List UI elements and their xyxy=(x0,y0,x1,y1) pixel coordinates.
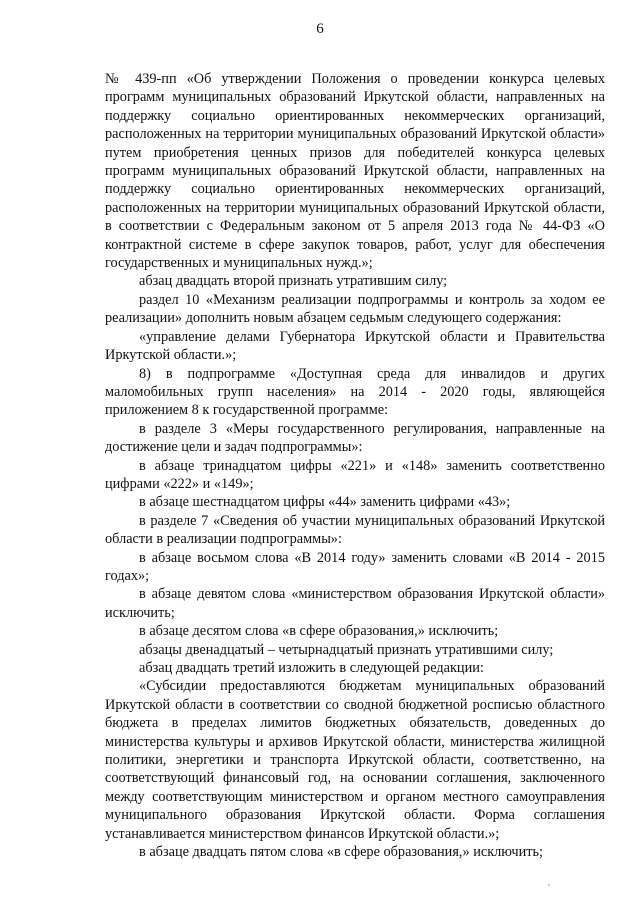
paragraph: в абзаце девятом слова «министерством образования Иркутской области» исключить; xyxy=(105,586,605,621)
paragraph: в абзаце двадцать пятом слова «в сфере образования,» исключить; xyxy=(139,844,544,861)
document-body xyxy=(105,70,605,861)
paragraph: в абзаце десятом слова «в сфере образования,» исключить; xyxy=(139,623,499,640)
page-number: 6 xyxy=(316,21,324,37)
scan-speck xyxy=(548,884,550,886)
paragraph: 8) в подпрограмме «Доступная среда для инвалидов и других маломобильных групп населения» на 2014 - 2020 годы, являющейся приложением 8 к государственной программе: xyxy=(105,365,605,419)
paragraph: «Субсидии предоставляются бюджетам муниципальных образований Иркутской области в соответствии со сводной бюджетной росписью областного бюджета в пределах лимитов бюджетных обязательств, доведенных до министерства культуры и архивов Иркутской области, министерства жилищной политики, энергетики и транспорта Иркутской области, соответственно, на соответствующий финансовый год, на основании соглашения, заключенного между соответствующим министерством и органом местного самоуправления муниципального образования Иркутской области. Форма соглашения устанавливается министерством финансов Иркутской области.»; xyxy=(105,678,605,842)
paragraph: в абзаце восьмом слова «В 2014 году» заменить словами «В 2014 - 2015 годах»; xyxy=(105,549,605,584)
paragraph: в абзаце шестнадцатом цифры «44» заменить цифрами «43»; xyxy=(139,494,511,511)
paragraph: абзац двадцать третий изложить в следующей редакции: xyxy=(139,660,484,676)
paragraph: № 439-пп «Об утверждении Положения о проведении конкурса целевых программ муниципальных образований Иркутской области, направленных на поддержку социально ориентированных некоммерческих организаций, расположенных на территории муниципальных образований Иркутской области» путем приобретения ценных призов для победителей конкурса целевых программ муниципальных образований Иркутской области, направленных на поддержку социально ориентированных некоммерческих организаций, расположенных на территории муниципальных образований Иркутской области, в соответствии с Федеральным законом от 5 апреля 2013 года № 44-ФЗ «О контрактной системе в сфере закупок товаров, работ, услуг для обеспечения государственных и муниципальных нужд.»; xyxy=(105,71,605,272)
paragraph: «управление делами Губернатора Иркутской области и Правительства Иркутской области.»; xyxy=(105,328,605,364)
paragraph: абзац двадцать второй признать утратившим силу; xyxy=(139,273,448,290)
paragraph: раздел 10 «Механизм реализации подпрограммы и контроль за ходом ее реализации» дополнить новым абзацем седьмым следующего содержания: xyxy=(105,291,605,327)
paragraph: абзацы двенадцатый – четырнадцатый признать утратившими силу; xyxy=(139,641,554,658)
paragraph: в разделе 3 «Меры государственного регулирования, направленные на достижение цели и задач подпрограммы»: xyxy=(105,420,605,456)
paragraph: в разделе 7 «Сведения об участии муниципальных образований Иркутской области в реализации подпрограммы»: xyxy=(105,512,605,548)
paragraph: в абзаце тринадцатом цифры «221» и «148» заменить соответственно цифрами «222» и «149»; xyxy=(105,457,605,492)
